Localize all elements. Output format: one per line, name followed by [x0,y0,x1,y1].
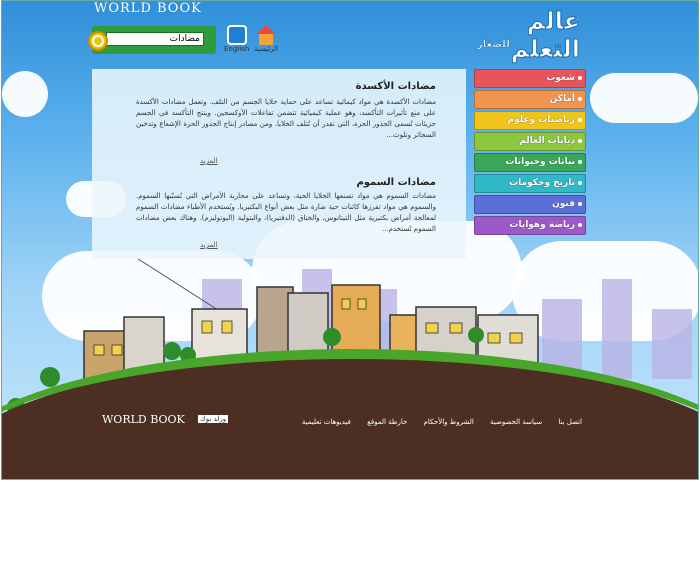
nav-english[interactable] [224,25,249,53]
category-plants-animals[interactable] [474,153,586,172]
search-box [92,26,216,54]
read-more-link[interactable]: المزيد [200,157,218,165]
category-history-government[interactable] [474,174,586,193]
category-label: شعوب [546,73,575,83]
category-label: فنون [552,199,575,209]
footer-brand-tag: ورلد بوك [200,415,227,423]
search-button[interactable] [88,31,108,51]
category-label: رياضيات وعلوم [507,115,575,125]
category-arts[interactable] [474,195,586,214]
browser-viewport [1,0,699,480]
footer-brand[interactable]: WORLD BOOK [102,413,185,426]
category-math-science[interactable] [474,111,586,130]
nav-english-label: English [224,45,250,53]
footer-link-terms[interactable]: الشروط والأحكام [423,418,474,426]
category-sports-hobbies[interactable] [474,216,586,235]
footer-link-sitemap[interactable]: خارطة الموقع [367,418,408,426]
logo-subtitle: للصغار [477,39,510,50]
logo-title: عالم التعلم [510,7,580,63]
footer-link-videos[interactable]: فيديوهات تعليمية [301,418,351,426]
category-places[interactable] [474,90,586,109]
cloud [2,71,48,117]
worldbook-brand[interactable]: WORLD BOOK [94,1,202,16]
article-panel [92,69,466,259]
category-label: نباتات وحيوانات [505,157,575,167]
home-icon [256,25,276,45]
read-more-link[interactable]: المزيد [200,241,218,249]
category-nav [474,69,586,237]
nav-home[interactable] [254,25,278,53]
article-body: مضادات السموم هي مواد تصنعها الخلايا الحية، وتساعد على محاربة الأمراض التي تُسبّبها السموم. والسموم هي مواد تفرزها كائنات حية ضارة مثل بعض أنواع البكتيريا. ويُستخدم الأطباء مضادات السموم لمعالجة أمراض بكتيرية مثل التيتانوس، والخناق (الدفتيريا)، والبتولية (البوتوليزم). وهناك بعض مضادات السموم تُستخدم... [136,192,436,233]
article-body: مضادات الأكسدة هي مواد كيمائية تساعد على حماية خلايا الجسم من التلف. وتعمل مضادات الأكسدة على منع تأثيرات التأكسد، وهو عملية كيميائية تتضمن تفاعلات الأوكسجين. وينتج التأكسد في الجسم جزيئات تُسمى الجذور الحرة، التي تقدر أن تُتلف الخلايا. ومن مصادر إنتاج الجذور الحرة الإشعاع وتدخين السجائر وتلوث... [136,98,436,139]
category-label: ديانات العالم [519,136,575,146]
category-label: أماكن [549,94,575,104]
footer-links [282,418,582,426]
nav-home-label: الرئيسية [254,45,279,53]
footer-link-privacy[interactable]: سياسة الخصوصية [490,418,543,426]
article-title: مضادات السموم [356,177,436,188]
article-title: مضادات الأكسدة [355,81,436,92]
globe-icon [227,25,247,45]
category-label: تاريخ وحكومات [509,178,575,188]
category-people[interactable] [474,69,586,88]
category-label: رياضة وهوايات [509,220,575,230]
cloud [590,73,698,123]
category-world-religions[interactable] [474,132,586,151]
search-input[interactable] [106,32,204,46]
site-logo[interactable] [472,7,582,63]
footer-link-contact[interactable]: اتصل بنا [558,418,582,426]
